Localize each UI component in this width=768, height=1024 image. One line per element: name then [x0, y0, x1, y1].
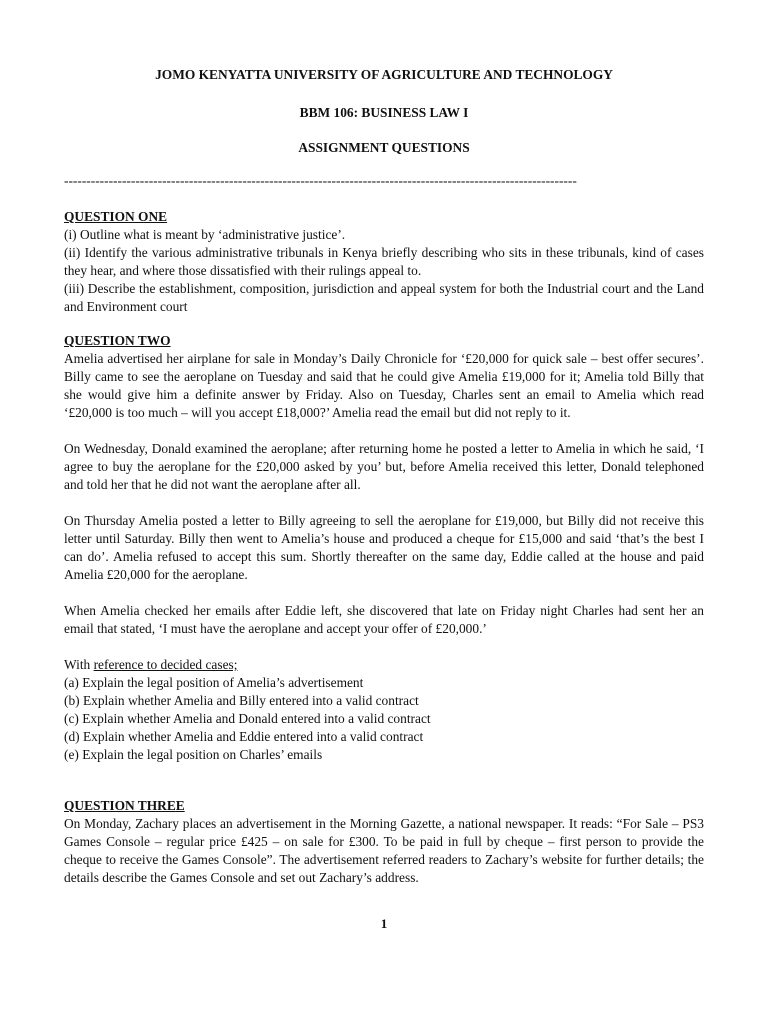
assignment-heading: ASSIGNMENT QUESTIONS	[298, 140, 470, 155]
question-three-section	[64, 797, 704, 887]
question-one-section	[64, 208, 704, 316]
question-two-item-e: (e) Explain the legal position on Charles’ emails	[64, 747, 323, 762]
page-number: 1	[380, 916, 388, 931]
question-three-title: QUESTION THREE	[64, 798, 185, 813]
question-two-paragraph-4: When Amelia checked her emails after Eddie left, she discovered that late on Friday night Charles had sent her an email that stated, ‘I must have the aeroplane and accept your offer of £20,000.’	[64, 603, 704, 636]
course-heading: BBM 106: BUSINESS LAW I	[299, 105, 469, 120]
question-two-section	[64, 332, 704, 764]
question-two-item-a: (a) Explain the legal position of Amelia’s advertisement	[64, 675, 364, 690]
question-two-item-b: (b) Explain whether Amelia and Billy entered into a valid contract	[64, 693, 419, 708]
question-two-paragraph-2: On Wednesday, Donald examined the aeroplane; after returning home he posted a letter to Amelia in which he said, ‘I agree to buy the aeroplane for the £20,000 asked by you’ but, before Amelia received this letter, Donald telephoned and told her that he did not want the aeroplane after all.	[64, 441, 704, 492]
dashed-divider: -------------------------------------------------------------------------------------------------------------------	[64, 173, 577, 188]
question-two-title: QUESTION TWO	[64, 333, 171, 348]
question-two-item-d: (d) Explain whether Amelia and Eddie entered into a valid contract	[64, 729, 424, 744]
question-two-item-c: (c) Explain whether Amelia and Donald entered into a valid contract	[64, 711, 431, 726]
question-two-paragraph-1: Amelia advertised her airplane for sale in Monday’s Daily Chronicle for ‘£20,000 for quick sale – best offer secures’. Billy came to see the aeroplane on Tuesday and said that he could give Amelia £19,000 for it; Amelia told Billy that she would give him a definite answer by Friday. Also on Tuesday, Charles sent an email to Amelia which read ‘£20,000 is too much – will you accept £18,000?’ Amelia read the email but did not reply to it.	[64, 351, 704, 420]
question-three-paragraph-1: On Monday, Zachary places an advertisement in the Morning Gazette, a national newspaper. It reads: “For Sale – PS3 Games Console – regular price £425 – on sale for £300. To be paid in full by cheque – first person to provide the cheque to receive the Games Console”. The advertisement referred readers to Zachary’s website for further details; the details describe the Games Console and set out Zachary’s address.	[64, 816, 704, 885]
decided-cases-reference: reference to decided cases;	[93, 657, 238, 672]
question-one-part-i: (i) Outline what is meant by ‘administrative justice’.	[64, 227, 346, 242]
university-heading: JOMO KENYATTA UNIVERSITY OF AGRICULTURE AND TECHNOLOGY	[155, 67, 613, 82]
question-one-part-iii: (iii) Describe the establishment, composition, jurisdiction and appeal system for both the Industrial court and the Land and Environment court	[64, 281, 704, 314]
question-one-part-ii: (ii) Identify the various administrative tribunals in Kenya briefly describing who sits in these tribunals, kind of cases they hear, and where those dissatisfied with their rulings appeal to.	[64, 245, 704, 278]
question-two-paragraph-3: On Thursday Amelia posted a letter to Billy agreeing to sell the aeroplane for £19,000, but Billy did not receive this letter until Saturday. Billy then went to Amelia’s house and produced a cheque for £15,000 and said ‘that’s the best I can do’. Amelia refused to accept this sum. Shortly thereafter on the same day, Eddie called at the house and paid Amelia £20,000 for the aeroplane.	[64, 513, 704, 582]
question-two-instruction	[64, 656, 704, 674]
question-one-title: QUESTION ONE	[64, 209, 168, 224]
instruction-prefix: With	[64, 657, 94, 672]
